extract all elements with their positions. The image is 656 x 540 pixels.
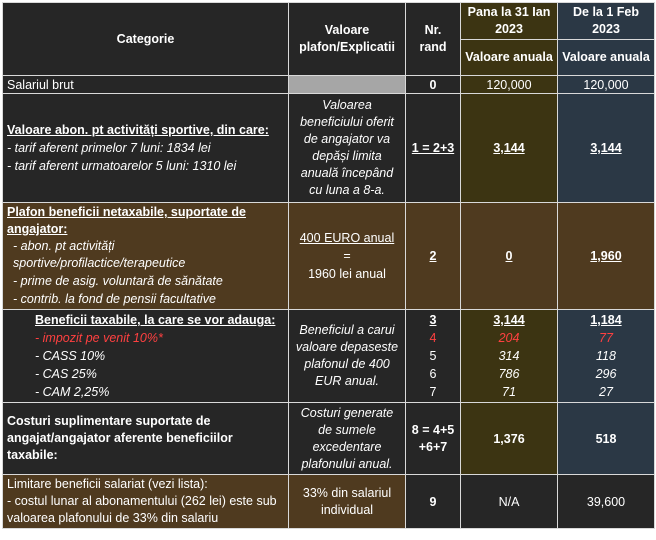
costuri-v2: 518 — [558, 403, 655, 475]
plafon-v2: 1,960 — [558, 203, 655, 310]
row-abonament — [3, 94, 655, 203]
abon-line-1: - tarif aferent primelor 7 luni: 1834 lei — [7, 141, 211, 155]
row-limitare-beneficii — [3, 475, 655, 529]
plafon-title: Plafon beneficii netaxabile, suportate de angajator: — [7, 205, 246, 236]
taxabile-label-cell — [3, 310, 289, 403]
plafon-v1: 0 — [461, 203, 558, 310]
benefits-table — [2, 2, 655, 529]
abon-explic: Valoarea beneficiului oferit de angajator va depăși limita anuală începând cu luna a 8-a. — [289, 94, 406, 203]
limitare-v2: 39,600 — [558, 475, 655, 529]
row-costuri-suplimentare — [3, 403, 655, 475]
plafon-line-3: - contrib. la fond de pensii facultative — [13, 292, 216, 306]
header-categorie: Categorie — [3, 3, 289, 76]
taxabile-v2-cell: 1,184 77 118 296 27 — [558, 310, 655, 403]
costuri-v1: 1,376 — [461, 403, 558, 475]
limitare-explic: 33% din salariul individual — [289, 475, 406, 529]
header-period-2: De la 1 Feb 2023 — [558, 3, 655, 40]
plafon-label-cell — [3, 203, 289, 310]
salariul-label: Salariul brut — [3, 76, 289, 94]
plafon-nr: 2 — [406, 203, 461, 310]
abon-title: Valoare abon. pt activități sportive, din care: — [7, 123, 269, 137]
plafon-explic: 400 EURO anual = 1960 lei anual — [289, 203, 406, 310]
header-nr-rand: Nr. rand — [406, 3, 461, 76]
row-plafon — [3, 203, 655, 310]
taxabile-item-1: - impozit pe venit 10%* — [35, 331, 163, 345]
costuri-explic: Costuri generate de sumele excedentare plafonului anual. — [289, 403, 406, 475]
taxabile-item-4: - CAM 2,25% — [35, 385, 110, 399]
taxabile-item-3: - CAS 25% — [35, 367, 97, 381]
limitare-label-cell — [3, 475, 289, 529]
limitare-nr: 9 — [406, 475, 461, 529]
salariul-v2: 120,000 — [558, 76, 655, 94]
header-valoare-plafon: Valoare plafon/Explicatii — [289, 3, 406, 76]
taxabile-title: Beneficii taxabile, la care se vor adauga: — [35, 313, 276, 327]
limitare-v1: N/A — [461, 475, 558, 529]
plafon-line-1: - abon. pt activități sportive/profilactice/terapeutice — [13, 239, 186, 270]
limitare-line-1: - costul lunar al abonamentului (262 lei) este sub valoarea plafonului de 33% din salariu — [7, 494, 277, 525]
header-valoare-anuala-1: Valoare anuala — [461, 40, 558, 76]
row-beneficii-taxabile — [3, 310, 655, 403]
abon-line-2: - tarif aferent urmatoarelor 5 luni: 1310 lei — [7, 159, 237, 173]
salariul-nr: 0 — [406, 76, 461, 94]
costuri-label: Costuri suplimentare suportate de angajat/angajator aferente beneficiilor taxabile: — [3, 403, 289, 475]
plafon-line-2: - prime de asig. voluntară de sănătate — [13, 274, 223, 288]
taxabile-item-2: - CASS 10% — [35, 349, 106, 363]
header-period-1: Pana la 31 Ian 2023 — [461, 3, 558, 40]
limitare-title: Limitare beneficii salariat (vezi lista): — [7, 477, 208, 491]
salariul-v1: 120,000 — [461, 76, 558, 94]
abon-v1: 3,144 — [461, 94, 558, 203]
header-valoare-anuala-2: Valoare anuala — [558, 40, 655, 76]
abon-v2: 3,144 — [558, 94, 655, 203]
taxabile-nr-cell: 3 4 5 6 7 — [406, 310, 461, 403]
taxabile-v1-cell: 3,144 204 314 786 71 — [461, 310, 558, 403]
abon-nr: 1 = 2+3 — [406, 94, 461, 203]
taxabile-explic: Beneficiul a carui valoare depaseste plafonul de 400 EUR anual. — [289, 310, 406, 403]
row-salariul-brut — [3, 76, 655, 94]
abon-label-cell — [3, 94, 289, 203]
salariul-explic-empty — [289, 76, 406, 94]
costuri-nr: 8 = 4+5 +6+7 — [406, 403, 461, 475]
